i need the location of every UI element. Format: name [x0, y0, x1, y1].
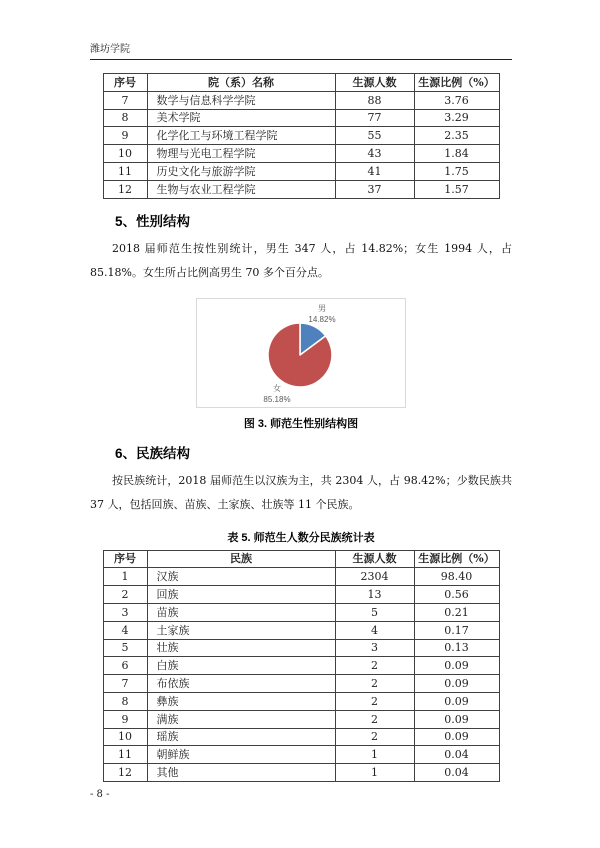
table-cell: 0.21 [414, 603, 499, 621]
table-cell: 3 [335, 639, 414, 657]
table-cell: 6 [103, 657, 147, 675]
table-cell: 历史文化与旅游学院 [147, 162, 335, 180]
table-row [103, 586, 499, 604]
column-header: 生源比例（%） [414, 550, 499, 568]
table-row [103, 639, 499, 657]
table-cell: 1 [103, 568, 147, 586]
table-row [103, 675, 499, 693]
table-cell: 壮族 [147, 639, 335, 657]
table-cell: 3 [103, 603, 147, 621]
table-row [103, 568, 499, 586]
table-cell: 1 [335, 764, 414, 782]
table-cell: 4 [103, 621, 147, 639]
column-header: 生源人数 [335, 550, 414, 568]
table-cell: 物理与光电工程学院 [147, 145, 335, 163]
table-cell: 0.04 [414, 746, 499, 764]
table-cell: 9 [103, 710, 147, 728]
table-cell: 2304 [335, 568, 414, 586]
table-cell: 1 [335, 746, 414, 764]
table-cell: 0.09 [414, 657, 499, 675]
table-cell: 2 [335, 728, 414, 746]
pie-label-female-name: 女 [273, 383, 281, 393]
table-row [103, 145, 499, 163]
table-cell: 白族 [147, 657, 335, 675]
ethnic-table [103, 550, 500, 782]
table-cell: 布依族 [147, 675, 335, 693]
table-cell: 55 [335, 127, 414, 145]
table-cell: 4 [335, 621, 414, 639]
table-row [103, 764, 499, 782]
table-cell: 2 [103, 586, 147, 604]
table-cell: 0.09 [414, 692, 499, 710]
table-cell: 满族 [147, 710, 335, 728]
table-cell: 苗族 [147, 603, 335, 621]
table-cell: 数学与信息科学学院 [147, 91, 335, 109]
table-cell: 朝鲜族 [147, 746, 335, 764]
table-row [103, 657, 499, 675]
table-header-row [103, 550, 499, 568]
gender-paragraph: 2018 届师范生按性别统计，男生 347 人，占 14.82%；女生 1994 人，占 85.18%。女生所占比例高男生 70 多个百分点。 [90, 241, 512, 279]
gender-pie-chart [196, 298, 406, 408]
pie-label-male [287, 303, 357, 325]
table-cell: 8 [103, 692, 147, 710]
pie-label-female-value: 85.18% [263, 394, 291, 404]
table-cell: 化学化工与环境工程学院 [147, 127, 335, 145]
table-cell: 1.75 [414, 162, 499, 180]
section-heading-gender: 5、性别结构 [115, 213, 191, 229]
table-caption: 表 5. 师范生人数分民族统计表 [227, 531, 375, 544]
table-cell: 2 [335, 710, 414, 728]
table-row [103, 603, 499, 621]
colleges-table [103, 73, 500, 199]
page-header [90, 40, 512, 60]
table-cell: 0.09 [414, 710, 499, 728]
table-cell: 41 [335, 162, 414, 180]
pie-label-female [242, 383, 312, 405]
table-cell: 0.04 [414, 764, 499, 782]
table-cell: 8 [103, 109, 147, 127]
table-row [103, 692, 499, 710]
table-cell: 0.09 [414, 675, 499, 693]
table-cell: 3.76 [414, 91, 499, 109]
table-cell: 43 [335, 145, 414, 163]
pie-label-male-value: 14.82% [308, 314, 336, 324]
table-row [103, 710, 499, 728]
table-header-row [103, 74, 499, 92]
table-cell: 2 [335, 692, 414, 710]
table-cell: 7 [103, 91, 147, 109]
table-cell: 88 [335, 91, 414, 109]
table-cell: 11 [103, 162, 147, 180]
column-header: 生源人数 [335, 74, 414, 92]
table-cell: 9 [103, 127, 147, 145]
table-cell: 汉族 [147, 568, 335, 586]
table-cell: 98.40 [414, 568, 499, 586]
table-row [103, 162, 499, 180]
table-cell: 3.29 [414, 109, 499, 127]
section-heading-ethnic: 6、民族结构 [115, 445, 191, 461]
table-cell: 0.09 [414, 728, 499, 746]
table-cell: 1.84 [414, 145, 499, 163]
table-cell: 5 [335, 603, 414, 621]
page-number: - 8 - [90, 789, 110, 800]
table-row [103, 621, 499, 639]
ethnic-paragraph: 按民族统计，2018 届师范生以汉族为主，共 2304 人，占 98.42%；少数民族共 37 人，包括回族、苗族、土家族、壮族等 11 个民族。 [90, 473, 512, 511]
page-content [90, 40, 512, 782]
table-cell: 美术学院 [147, 109, 335, 127]
table-cell: 12 [103, 180, 147, 198]
table-cell: 12 [103, 764, 147, 782]
column-header: 民族 [147, 550, 335, 568]
table-cell: 5 [103, 639, 147, 657]
table-cell: 瑶族 [147, 728, 335, 746]
column-header: 序号 [103, 74, 147, 92]
table-cell: 1.57 [414, 180, 499, 198]
table-cell: 土家族 [147, 621, 335, 639]
table-cell: 其他 [147, 764, 335, 782]
table-cell: 2.35 [414, 127, 499, 145]
table-cell: 7 [103, 675, 147, 693]
table-row [103, 746, 499, 764]
pie-label-male-name: 男 [318, 303, 326, 313]
table-cell: 77 [335, 109, 414, 127]
column-header: 生源比例（%） [414, 74, 499, 92]
table-row [103, 109, 499, 127]
table-row [103, 728, 499, 746]
table-cell: 0.56 [414, 586, 499, 604]
table-cell: 生物与农业工程学院 [147, 180, 335, 198]
table-row [103, 180, 499, 198]
table-row [103, 91, 499, 109]
table-row [103, 127, 499, 145]
table-cell: 0.17 [414, 621, 499, 639]
column-header: 序号 [103, 550, 147, 568]
table-cell: 10 [103, 728, 147, 746]
table-cell: 37 [335, 180, 414, 198]
table-cell: 回族 [147, 586, 335, 604]
table-cell: 10 [103, 145, 147, 163]
table-cell: 11 [103, 746, 147, 764]
figure-caption: 图 3. 师范生性别结构图 [243, 417, 359, 430]
table-cell: 13 [335, 586, 414, 604]
column-header: 院（系）名称 [147, 74, 335, 92]
table-cell: 2 [335, 675, 414, 693]
header-title: 潍坊学院 [90, 44, 130, 55]
table-cell: 2 [335, 657, 414, 675]
table-cell: 0.13 [414, 639, 499, 657]
table-cell: 彝族 [147, 692, 335, 710]
